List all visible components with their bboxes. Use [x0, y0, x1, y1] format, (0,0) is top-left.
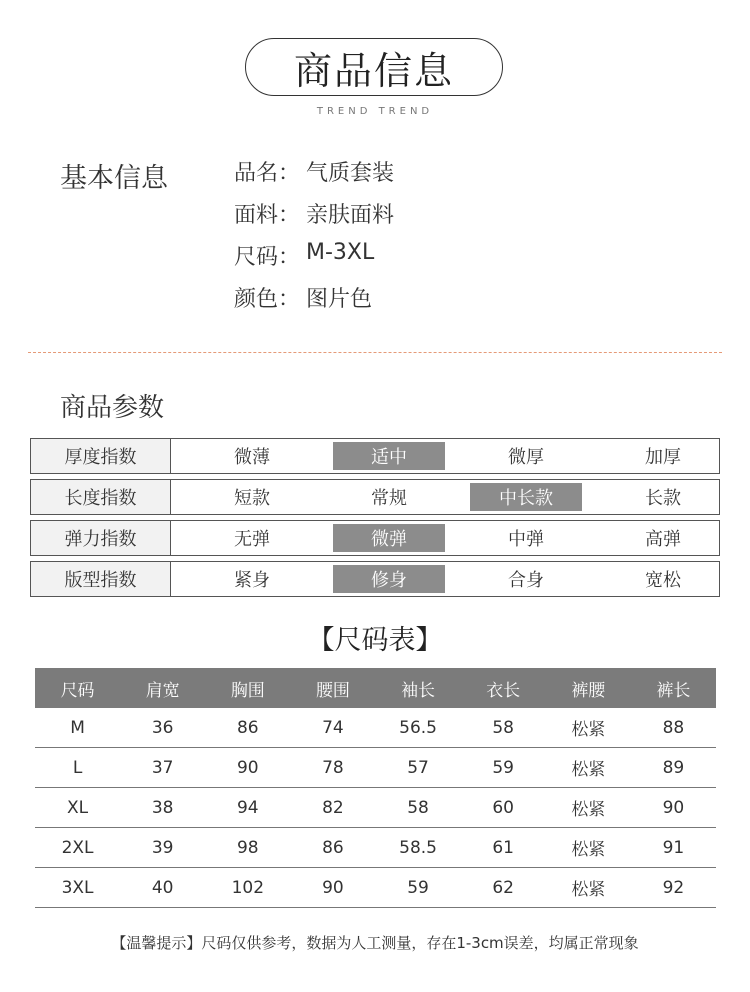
param-row: [30, 561, 720, 597]
param-options: [171, 562, 719, 596]
table-cell: 86: [205, 708, 290, 748]
param-option: 无弹: [234, 529, 270, 550]
basic-info-value: 气质套装: [306, 161, 395, 186]
basic-info-key: 颜色：: [234, 287, 301, 312]
table-cell: 90: [290, 868, 375, 908]
size-chart-header-cell: 腰围: [290, 668, 375, 708]
table-cell: 90: [205, 748, 290, 788]
param-option: 微厚: [508, 447, 544, 468]
table-cell: 松紧: [546, 868, 631, 908]
table-cell: 松紧: [546, 788, 631, 828]
basic-info-list: [234, 156, 394, 324]
table-cell: 89: [631, 748, 716, 788]
table-cell: 59: [461, 748, 546, 788]
param-option: 常规: [371, 488, 407, 509]
basic-info-value: 亲肤面料: [306, 203, 395, 228]
size-chart-header-cell: 裤长: [631, 668, 716, 708]
table-cell: 36: [120, 708, 205, 748]
table-cell: 61: [461, 828, 546, 868]
basic-info-key: 品名：: [234, 161, 301, 186]
page-subtitle: TREND TREND: [316, 106, 434, 117]
table-cell: 松紧: [546, 828, 631, 868]
table-cell: 91: [631, 828, 716, 868]
param-option-selected: 微弹: [333, 524, 445, 552]
footnote: 【温馨提示】尺码仅供参考，数据为人工测量，存在1-3cm误差，均属正常现象: [111, 934, 639, 952]
table-cell: 86: [290, 828, 375, 868]
param-option: 合身: [508, 570, 544, 591]
param-row: [30, 479, 720, 515]
basic-info-row: [234, 240, 394, 282]
param-label: 长度指数: [31, 480, 171, 514]
table-cell: 74: [290, 708, 375, 748]
table-row: [35, 828, 716, 868]
table-cell: 92: [631, 868, 716, 908]
size-chart-header-cell: 袖长: [376, 668, 461, 708]
size-chart-title: 【尺码表】: [307, 625, 443, 656]
size-chart-header-cell: 尺码: [35, 668, 120, 708]
param-option: 高弹: [645, 529, 681, 550]
basic-info-value: 图片色: [306, 287, 373, 312]
table-cell: 78: [290, 748, 375, 788]
table-cell: 3XL: [35, 868, 120, 908]
basic-info-key: 面料：: [234, 203, 301, 228]
param-option: 短款: [234, 488, 270, 509]
table-cell: 38: [120, 788, 205, 828]
param-option: 加厚: [645, 447, 681, 468]
section-divider: [28, 352, 722, 353]
basic-info-row: [234, 156, 394, 198]
table-cell: 88: [631, 708, 716, 748]
param-option: 长款: [645, 488, 681, 509]
size-chart-header-cell: 肩宽: [120, 668, 205, 708]
page-title: 商品信息: [293, 48, 454, 93]
param-option: 宽松: [645, 570, 681, 591]
param-option-selected: 修身: [333, 565, 445, 593]
params-table: [30, 438, 720, 602]
basic-info-row: [234, 198, 394, 240]
params-heading: 商品参数: [60, 393, 165, 423]
table-cell: 60: [461, 788, 546, 828]
table-cell: 37: [120, 748, 205, 788]
table-cell: XL: [35, 788, 120, 828]
param-options: [171, 480, 719, 514]
param-label: 弹力指数: [31, 521, 171, 555]
param-option: 微薄: [234, 447, 270, 468]
table-cell: 松紧: [546, 748, 631, 788]
table-cell: 58: [461, 708, 546, 748]
param-option: 中弹: [508, 529, 544, 550]
param-label: 版型指数: [31, 562, 171, 596]
table-cell: 82: [290, 788, 375, 828]
table-cell: 58: [376, 788, 461, 828]
param-options: [171, 521, 719, 555]
param-row: [30, 520, 720, 556]
table-row: [35, 788, 716, 828]
param-options: [171, 439, 719, 473]
table-cell: 98: [205, 828, 290, 868]
size-chart-header-cell: 衣长: [461, 668, 546, 708]
param-option-selected: 适中: [333, 442, 445, 470]
table-cell: L: [35, 748, 120, 788]
size-chart-header-cell: 裤腰: [546, 668, 631, 708]
table-cell: 56.5: [376, 708, 461, 748]
basic-info-key: 尺码：: [234, 245, 301, 270]
table-cell: M: [35, 708, 120, 748]
param-option: 紧身: [234, 570, 270, 591]
basic-info-row: [234, 282, 394, 324]
table-cell: 57: [376, 748, 461, 788]
table-cell: 94: [205, 788, 290, 828]
size-chart-header-cell: 胸围: [205, 668, 290, 708]
size-chart-table: [35, 668, 716, 908]
table-row: [35, 748, 716, 788]
table-cell: 102: [205, 868, 290, 908]
table-cell: 59: [376, 868, 461, 908]
table-row: [35, 868, 716, 908]
table-cell: 2XL: [35, 828, 120, 868]
table-cell: 58.5: [376, 828, 461, 868]
table-cell: 松紧: [546, 708, 631, 748]
size-chart-header-row: [35, 668, 716, 708]
param-label: 厚度指数: [31, 439, 171, 473]
param-option-selected: 中长款: [470, 483, 582, 511]
table-cell: 90: [631, 788, 716, 828]
page-title-pill: [245, 38, 503, 96]
param-row: [30, 438, 720, 474]
table-row: [35, 708, 716, 748]
basic-info-value: M-3XL: [306, 240, 375, 265]
table-cell: 62: [461, 868, 546, 908]
table-cell: 39: [120, 828, 205, 868]
basic-info-heading: 基本信息: [60, 163, 168, 194]
table-cell: 40: [120, 868, 205, 908]
